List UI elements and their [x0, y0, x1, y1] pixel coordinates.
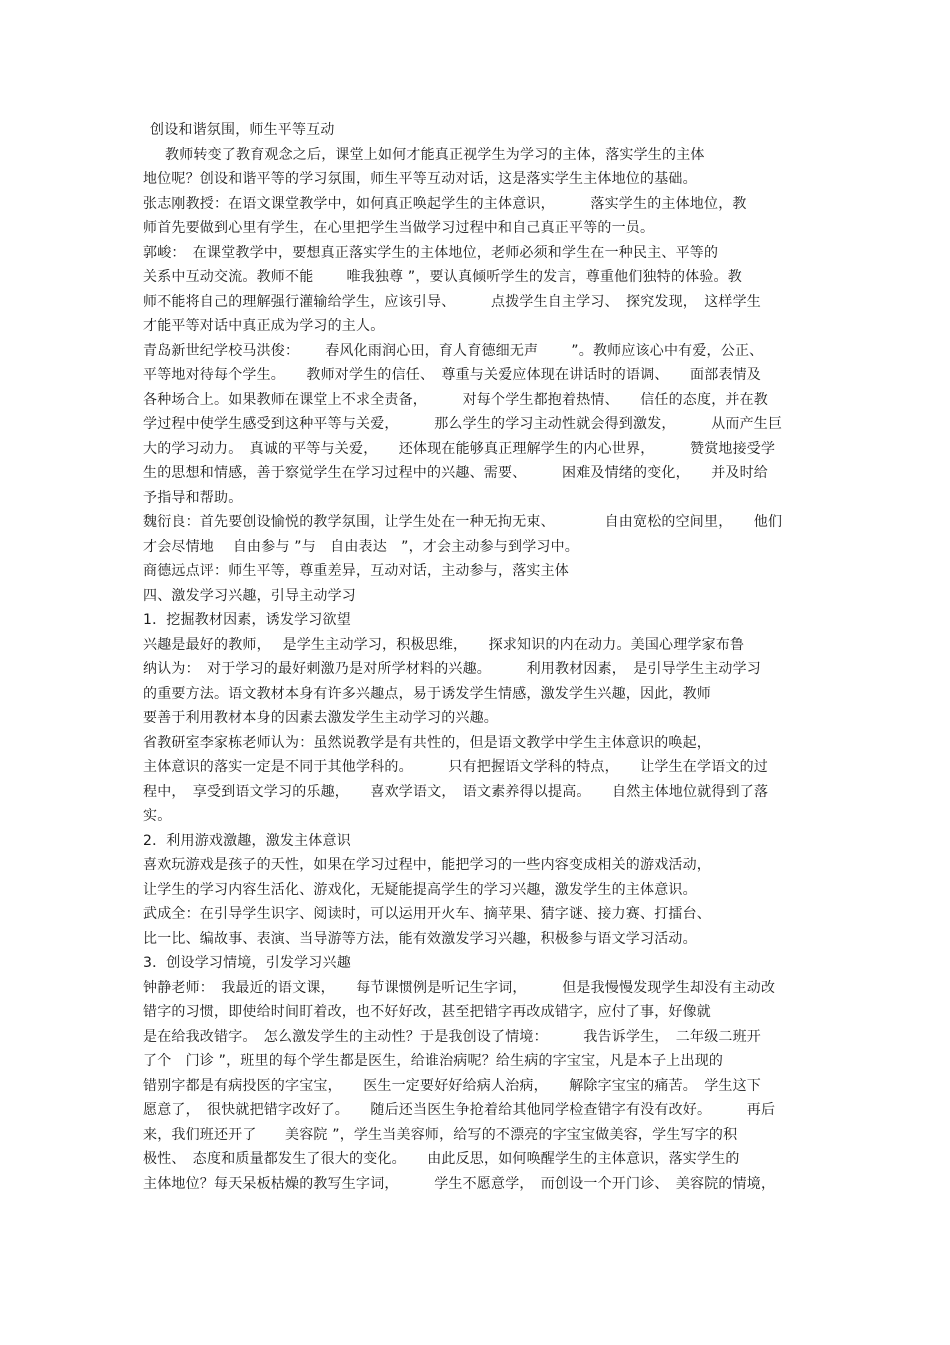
text-line: 让学生的学习内容生活化、游戏化，无疑能提高学生的学习兴趣，激发学生的主体意识。	[143, 882, 697, 898]
text-line: 的重要方法。语文教材本身有许多兴趣点，易于诱发学生情感，激发学生兴趣，因此，教师	[143, 686, 711, 702]
text-line: 纳认为： 对于学习的最好刺激乃是对所学材料的兴趣。 利用教材因素， 是引导学生主动学习	[143, 661, 761, 677]
text-line: 郭峻： 在课堂教学中，要想真正落实学生的主体地位，老师必须和学生在一种民主、平等的	[143, 245, 719, 261]
text-line: 师首先要做到心里有学生，在心里把学生当做学习过程中和自己真正平等的一员。	[143, 220, 655, 236]
subsection-heading: 3．创设学习情境，引发学习兴趣	[143, 955, 351, 971]
subsection-heading: 1．挖掘教材因素，诱发学习欲望	[143, 612, 351, 628]
text-line: 教师转变了教育观念之后，课堂上如何才能真正视学生为学习的主体，落实学生的主体	[165, 147, 705, 163]
text-line: 各种场合上。如果教师在课堂上不求全责备， 对每个学生都抱着热情、 信任的态度，并在教	[143, 392, 768, 408]
text-line: 比一比、编故事、表演、当导游等方法，能有效激发学习兴趣，积极参与语文学习活动。	[143, 931, 697, 947]
text-line: 极性、 态度和质量都发生了很大的变化。 由此反思，如何唤醒学生的主体意识，落实学生的	[143, 1151, 740, 1167]
section-heading: 四、激发学习兴趣，引导主动学习	[143, 588, 356, 604]
text-line: 地位呢？创设和谐平等的学习氛围，师生平等互动对话，这是落实学生主体地位的基础。	[143, 171, 697, 187]
text-line: 是在给我改错字。 怎么激发学生的主动性？于是我创设了情境： 我告诉学生， 二年级二班开	[143, 1029, 761, 1045]
text-line: 主体地位？每天呆板枯燥的教写生字词， 学生不愿意学， 而创设一个开门诊、 美容院的情境，	[143, 1176, 776, 1192]
text-line: 兴趣是最好的教师， 是学生主动学习，积极思维， 探求知识的内在动力。美国心理学家布鲁	[143, 637, 745, 653]
text-line: 错字的习惯，即使给时间盯着改，也不好好改，甚至把错字再改成错字，应付了事，好像就	[143, 1004, 711, 1020]
text-line: 钟静老师： 我最近的语文课， 每节课惯例是听记生字词， 但是我慢慢发现学生却没有主动改	[143, 980, 776, 996]
text-line: 实。	[143, 808, 172, 824]
text-line: 武成全：在引导学生识字、阅读时，可以运用开火车、摘苹果、猜字谜、接力赛、打擂台、	[143, 906, 711, 922]
text-line: 主体意识的落实一定是不同于其他学科的。 只有把握语文学科的特点， 让学生在学语文的过	[143, 759, 768, 775]
text-line: 青岛新世纪学校马洪俊： 春风化雨润心田，育人育德细无声 ”。教师应该心中有爱，公正、	[143, 343, 764, 359]
text-line: 商德远点评：师生平等，尊重差异，互动对话，主动参与，落实主体	[143, 563, 569, 579]
text-line: 省教研室李家栋老师认为：虽然说教学是有共性的，但是语文教学中学生主体意识的唤起，	[143, 735, 711, 751]
text-line: 生的思想和情感，善于察觉学生在学习过程中的兴趣、需要、 困难及情绪的变化， 并及时给	[143, 465, 768, 481]
text-line: 关系中互动交流。教师不能 唯我独尊 ”，要认真倾听学生的发言，尊重他们独特的体验。教	[143, 269, 742, 285]
text-line: 予指导和帮助。	[143, 490, 243, 506]
section-heading: 创设和谐氛围，师生平等互动	[150, 122, 335, 138]
text-line: 喜欢玩游戏是孩子的天性，如果在学习过程中，能把学习的一些内容变成相关的游戏活动，	[143, 857, 711, 873]
text-line: 错别字都是有病投医的字宝宝， 医生一定要好好给病人治病， 解除字宝宝的痛苦。 学生这下	[143, 1078, 761, 1094]
subsection-heading: 2．利用游戏激趣，激发主体意识	[143, 833, 351, 849]
text-line: 张志刚教授：在语文课堂教学中，如何真正唤起学生的主体意识， 落实学生的主体地位，教	[143, 196, 747, 212]
text-line: 才会尽情地 自由参与 ”与 自由表达 ”，才会主动参与到学习中。	[143, 539, 580, 555]
text-line: 程中， 享受到语文学习的乐趣， 喜欢学语文， 语文素养得以提高。 自然主体地位就得到了落	[143, 784, 769, 800]
text-line: 大的学习动力。 真诚的平等与关爱， 还体现在能够真正理解学生的内心世界， 赞赏地接受学	[143, 441, 776, 457]
text-line: 来，我们班还开了 美容院 ”，学生当美容师，给写的不漂亮的字宝宝做美容，学生写字的积	[143, 1127, 738, 1143]
text-line: 平等地对待每个学生。 教师对学生的信任、 尊重与关爱应体现在讲话时的语调、 面部表情及	[143, 367, 761, 383]
text-line: 魏衍良：首先要创设愉悦的教学氛围，让学生处在一种无拘无束、 自由宽松的空间里， 他们	[143, 514, 783, 530]
text-line: 师不能将自己的理解强行灌输给学生，应该引导、 点拨学生自主学习、 探究发现， 这样学生	[143, 294, 761, 310]
text-line: 要善于利用教材本身的因素去激发学生主动学习的兴趣。	[143, 710, 498, 726]
text-line: 才能平等对话中真正成为学习的主人。	[143, 318, 385, 334]
text-line: 愿意了， 很快就把错字改好了。 随后还当医生争抢着给其他同学检查错字有没有改好。 再后	[143, 1102, 776, 1118]
text-line: 学过程中使学生感受到这种平等与关爱， 那么学生的学习主动性就会得到激发， 从而产生巨	[143, 416, 783, 432]
text-line: 了个 门诊 ”，班里的每个学生都是医生，给谁治病呢？给生病的字宝宝，凡是本子上出现的	[143, 1053, 724, 1069]
